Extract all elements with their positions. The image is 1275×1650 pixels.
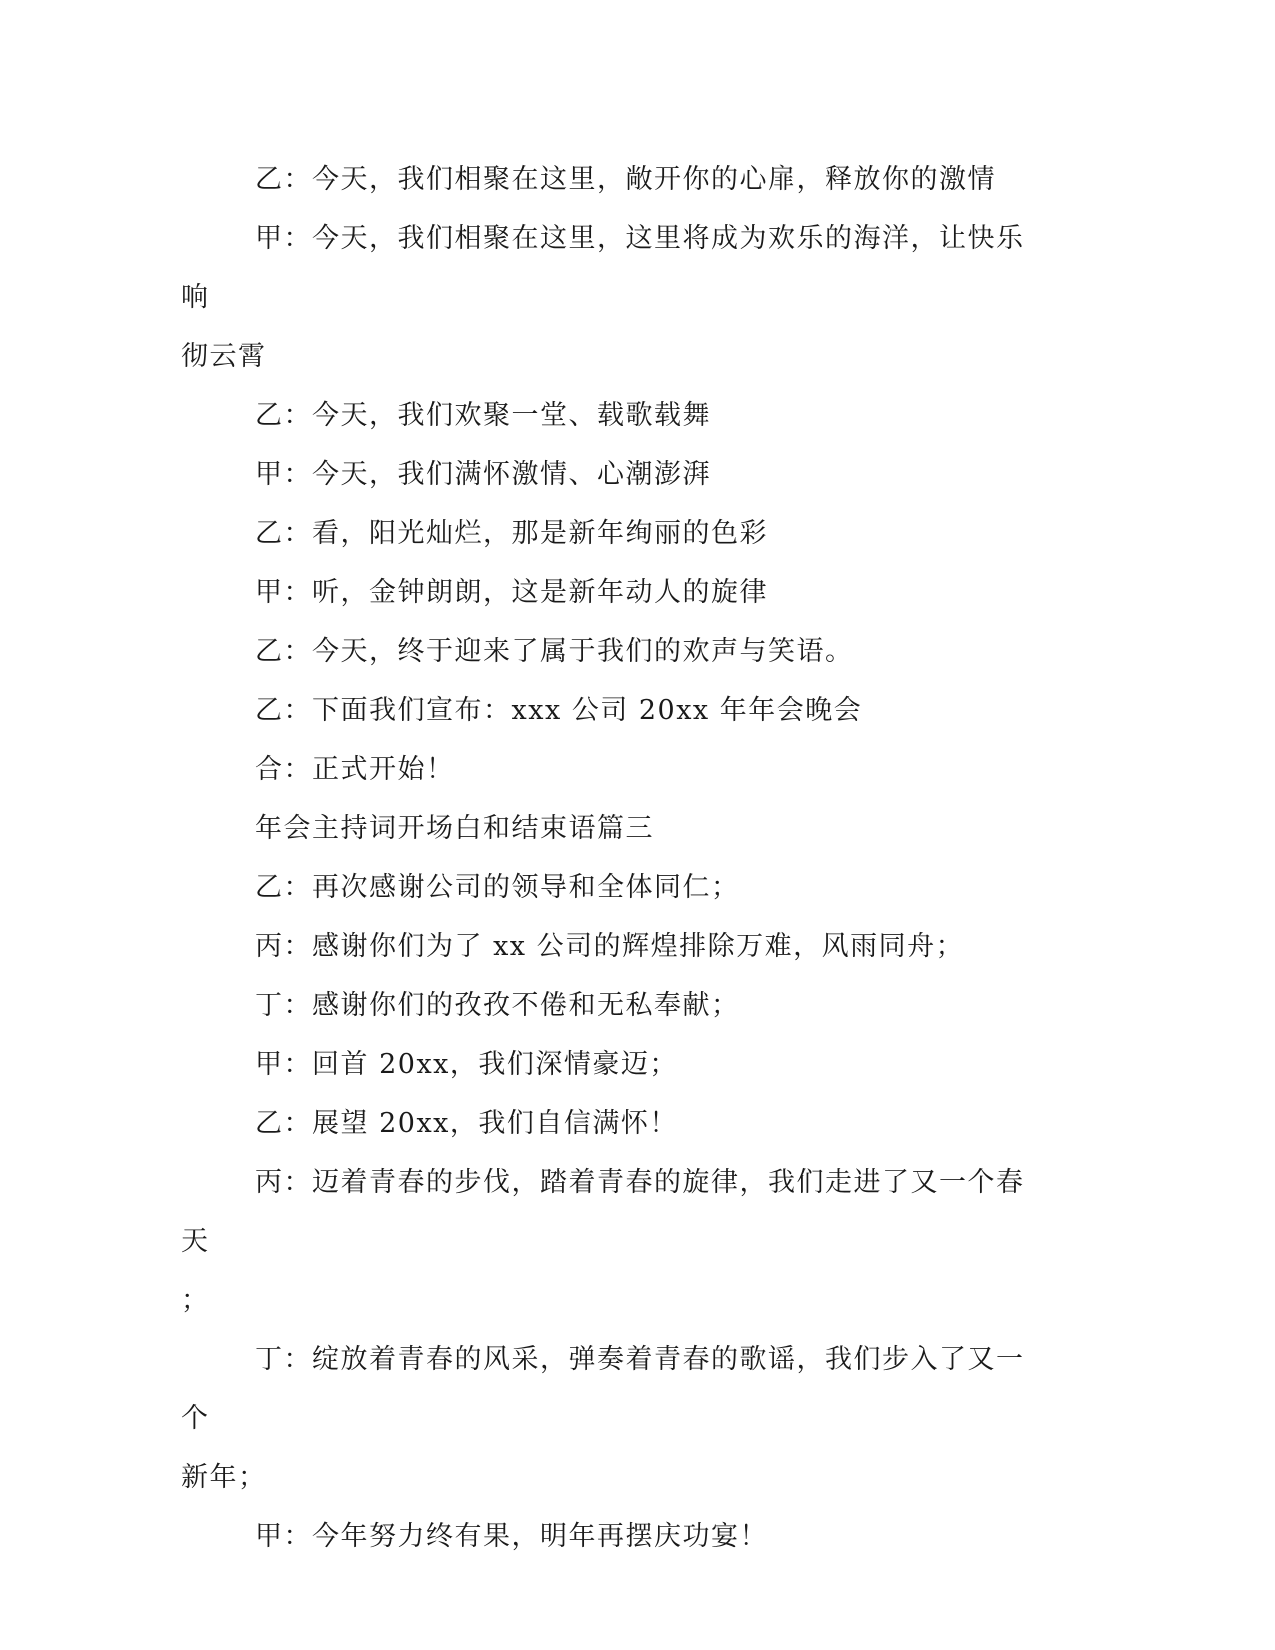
paragraph-line: 甲：今天，我们相聚在这里，这里将成为欢乐的海洋，让快乐响 bbox=[181, 223, 1025, 313]
paragraph-7 bbox=[181, 622, 1041, 681]
paragraph-1 bbox=[181, 150, 1041, 209]
paragraph-12 bbox=[181, 917, 1041, 976]
paragraph-3 bbox=[181, 386, 1041, 445]
paragraph-line: 丁：感谢你们的孜孜不倦和无私奉献； bbox=[255, 990, 740, 1021]
paragraph-18 bbox=[181, 1507, 1041, 1566]
paragraph-line: 乙：看，阳光灿烂，那是新年绚丽的色彩 bbox=[255, 518, 768, 549]
section-heading-text: 年会主持词开场白和结束语篇三 bbox=[255, 813, 654, 844]
paragraph-line: 甲：今年努力终有果，明年再摆庆功宴！ bbox=[255, 1521, 768, 1552]
section-heading bbox=[181, 799, 1041, 858]
paragraph-17 bbox=[181, 1330, 1041, 1507]
paragraph-line: 丁：绽放着青春的风采，弹奏着青春的歌谣，我们步入了又一个 bbox=[181, 1344, 1025, 1434]
paragraph-line: 甲：今天，我们满怀激情、心潮澎湃 bbox=[255, 459, 711, 490]
paragraph-line-continued: ； bbox=[181, 1285, 210, 1316]
paragraph-line: 甲：听，金钟朗朗，这是新年动人的旋律 bbox=[255, 577, 768, 608]
paragraph-6 bbox=[181, 563, 1041, 622]
paragraph-line: 乙：今天，我们欢聚一堂、载歌载舞 bbox=[255, 400, 711, 431]
document-body bbox=[181, 150, 1041, 1566]
paragraph-line: 乙：下面我们宣布：xxx 公司 20xx 年年会晚会 bbox=[255, 695, 863, 726]
paragraph-15 bbox=[181, 1094, 1041, 1153]
paragraph-line: 丙：迈着青春的步伐，踏着青春的旋律，我们走进了又一个春天 bbox=[181, 1167, 1025, 1257]
paragraph-5 bbox=[181, 504, 1041, 563]
paragraph-4 bbox=[181, 445, 1041, 504]
paragraph-line-continued: 彻云霄 bbox=[181, 341, 267, 372]
paragraph-11 bbox=[181, 858, 1041, 917]
paragraph-line: 甲：回首 20xx，我们深情豪迈； bbox=[255, 1049, 678, 1080]
paragraph-8 bbox=[181, 681, 1041, 740]
paragraph-line: 乙：展望 20xx，我们自信满怀！ bbox=[255, 1108, 678, 1139]
paragraph-13 bbox=[181, 976, 1041, 1035]
paragraph-line: 丙：感谢你们为了 xx 公司的辉煌排除万难，风雨同舟； bbox=[255, 931, 965, 962]
paragraph-line: 乙：今天，我们相聚在这里，敞开你的心扉，释放你的激情 bbox=[255, 164, 996, 195]
paragraph-line: 合：正式开始！ bbox=[255, 754, 455, 785]
paragraph-16 bbox=[181, 1153, 1041, 1330]
paragraph-9 bbox=[181, 740, 1041, 799]
paragraph-line: 乙：再次感谢公司的领导和全体同仁； bbox=[255, 872, 740, 903]
paragraph-line-continued: 新年； bbox=[181, 1462, 267, 1493]
paragraph-2 bbox=[181, 209, 1041, 386]
paragraph-14 bbox=[181, 1035, 1041, 1094]
paragraph-line: 乙：今天，终于迎来了属于我们的欢声与笑语。 bbox=[255, 636, 854, 667]
